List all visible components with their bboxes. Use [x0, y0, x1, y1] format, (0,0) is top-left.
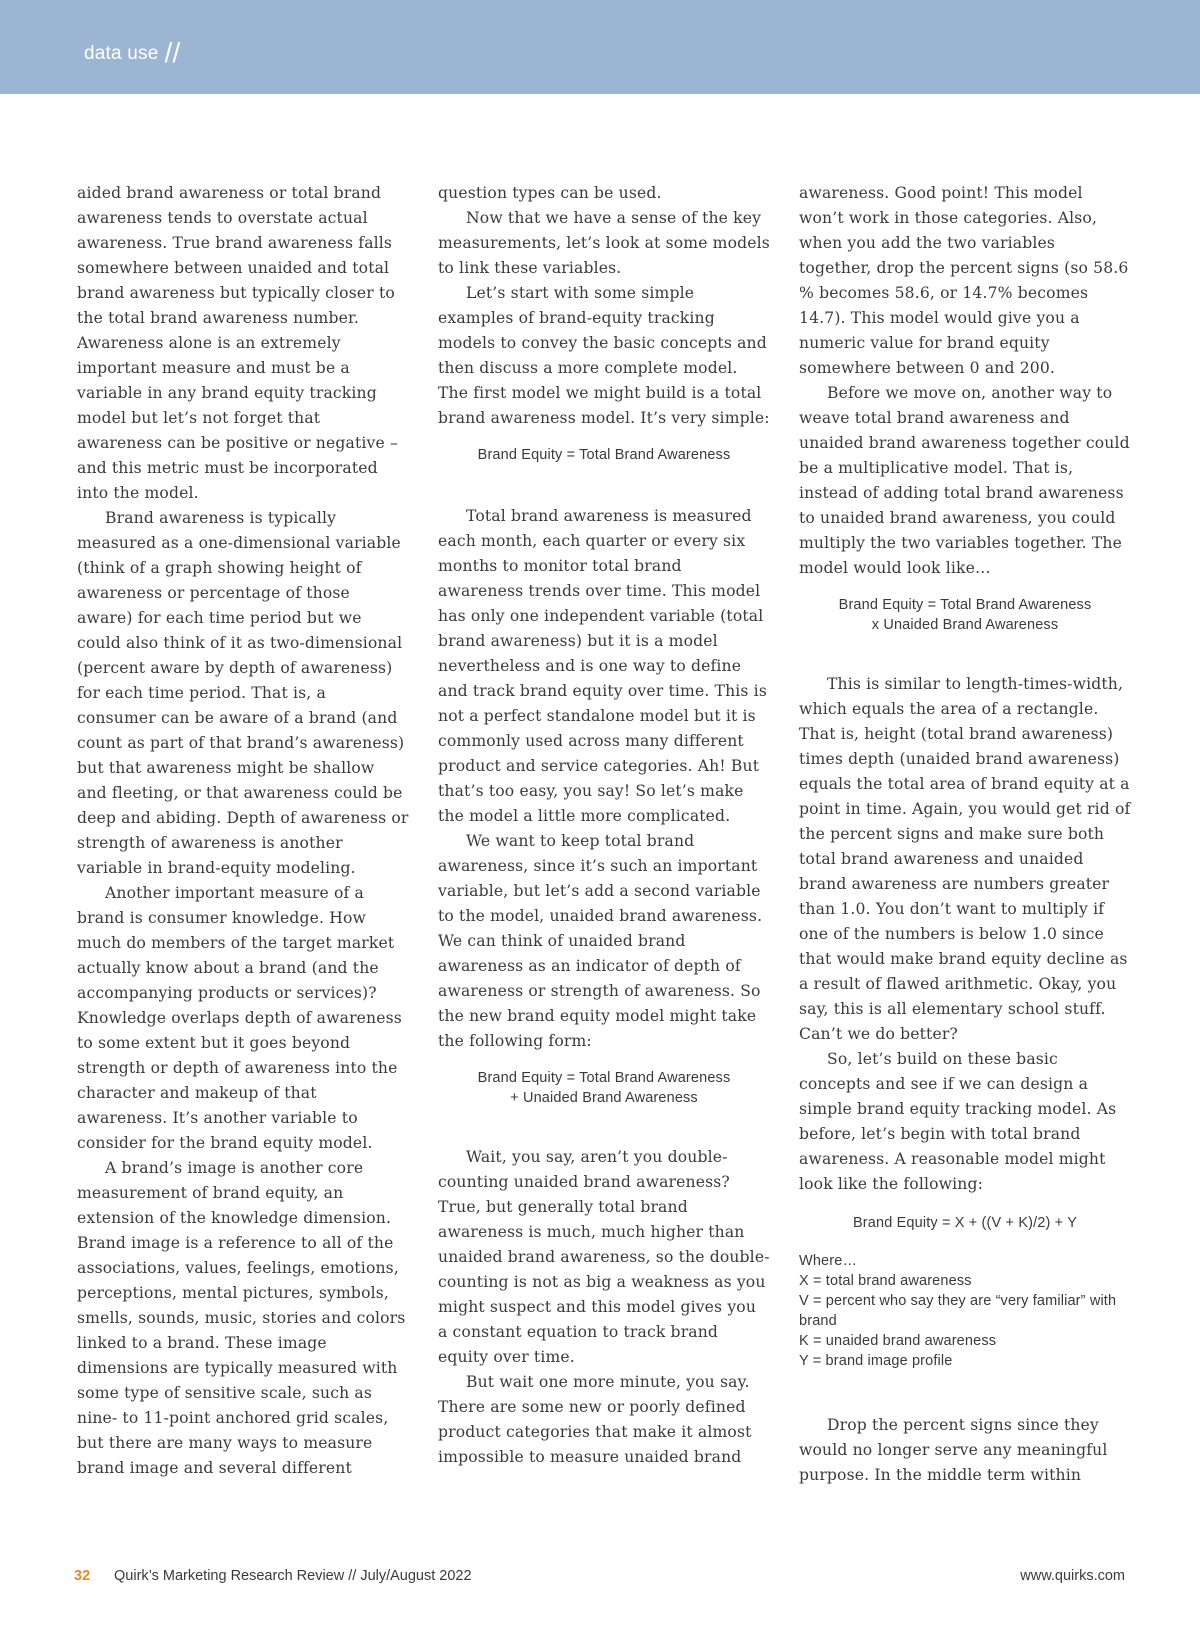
- formula-tracking-model: Brand Equity = X + ((V + K)/2) + Y: [852, 1215, 1078, 1231]
- paragraph: So, let’s build on these basic concepts and see if we can design a simple brand equity tracking model. As before, let’s begin with total brand awareness. A reasonable model might look like the following:: [799, 1050, 1117, 1193]
- paragraph: Before we move on, another way to weave total brand awareness and unaided brand awareness together could be a multiplicative model. That is, instead of adding total brand awareness to unaided brand awareness, you could multiply the two variables together. The model would look like…: [799, 384, 1130, 577]
- paragraph: Total brand awareness is measured each month, each quarter or every six months to monitor total brand awareness trends over time. This model has only one independent variable (total brand awareness) but it is a model nevertheless and is one way to define and track brand equity over time. This is not a perfect standalone model but it is commonly used across many different product and service categories. Ah! But that’s too easy, you say! So let’s make the model a little more complicated.: [438, 507, 767, 825]
- definitions-heading: Where…: [799, 1253, 858, 1269]
- formula-multiplicative-line-1: Brand Equity = Total Brand Awareness: [838, 597, 1092, 613]
- paragraph: question types can be used.: [438, 184, 662, 202]
- paragraph: But wait one more minute, you say. There are some new or poorly defined product categories that make it almost impossible to measure unaided brand: [438, 1373, 752, 1466]
- definition-x: X = total brand awareness: [799, 1273, 972, 1289]
- definition-k: K = unaided brand awareness: [799, 1333, 997, 1349]
- paragraph: awareness. Good point! This model won’t work in those categories. Also, when you add the two variables together, drop the percent signs (so 58.6 % becomes 58.6, or 14.7% becomes 14.7). This model would give you a numeric value for brand equity somewhere between 0 and 200.: [799, 184, 1129, 377]
- paragraph: This is similar to length-times-width, which equals the area of a rectangle. That is, height (total brand awareness) times depth (unaided brand awareness) equals the total area of brand equity at a point in time. Again, you would get rid of the percent signs and make sure both total brand awareness and unaided brand awareness are numbers greater than 1.0. You don’t want to multiply if one of the numbers is below 1.0 since that would make brand equity decline as a result of flawed arithmetic. Okay, you say, this is all elementary school stuff. Can’t we do better?: [799, 675, 1131, 1043]
- section-label: [84, 34, 180, 66]
- paragraph: Wait, you say, aren’t you double-counting unaided brand awareness? True, but generally total brand awareness is much, much higher than unaided brand awareness, so the double-counting is not as big a weakness as you might suspect and this model gives you a constant equation to track brand equity over time.: [438, 1148, 770, 1366]
- article-column-2: [438, 181, 770, 1470]
- formula-additive-line-2: + Unaided Brand Awareness: [510, 1090, 698, 1106]
- formula-additive-line-1: Brand Equity = Total Brand Awareness: [477, 1070, 731, 1086]
- variable-definitions: [799, 1251, 1131, 1371]
- paragraph: Let’s start with some simple examples of brand-equity tracking models to convey the basic concepts and then discuss a more complete model. The first model we might build is a total brand awareness model. It’s very simple:: [438, 284, 770, 427]
- header-band: [0, 0, 1200, 94]
- paragraph: A brand’s image is another core measurement of brand equity, an extension of the knowledge dimension. Brand image is a reference to all of the associations, values, feelings, emotions, perceptions, mental pictures, symbols, smells, sounds, music, stories and colors linked to a brand. These image dimensions are typically measured with some type of sensitive scale, such as nine- to 11-point anchored grid scales, but there are many ways to measure brand image and several different: [77, 1159, 406, 1477]
- paragraph: Drop the percent signs since they would no longer serve any meaningful purpose. In the middle term within: [799, 1416, 1108, 1484]
- definition-y: Y = brand image profile: [799, 1353, 953, 1369]
- paragraph: Brand awareness is typically measured as a one-dimensional variable (think of a graph showing height of awareness or percentage of those aware) for each time period but we could also think of it as two-dimensional (percent aware by depth of awareness) for each time period. That is, a consumer can be aware of a brand (and count as part of that brand’s awareness) but that awareness might be shallow and fleeting, or that awareness could be deep and abiding. Depth of awareness or strength of awareness is another variable in brand-equity modeling.: [77, 509, 409, 877]
- definition-v: V = percent who say they are “very familiar” with brand: [799, 1293, 1117, 1329]
- section-name: data use: [84, 43, 159, 64]
- formula-multiplicative-line-2: x Unaided Brand Awareness: [871, 617, 1059, 633]
- page-number: 32: [74, 1568, 91, 1584]
- section-slashes: //: [164, 37, 181, 68]
- paragraph: Another important measure of a brand is consumer knowledge. How much do members of the target market actually know about a brand (and the accompanying products or services)? Knowledge overlaps depth of awareness to some extent but it goes beyond strength or depth of awareness into the character and makeup of that awareness. It’s another variable to consider for the brand equity model.: [77, 884, 402, 1152]
- publication-info: Quirk’s Marketing Research Review // July/August 2022: [114, 1568, 472, 1584]
- formula-total-awareness: Brand Equity = Total Brand Awareness: [477, 447, 731, 463]
- article-column-3: [799, 181, 1131, 1488]
- website-link[interactable]: www.quirks.com: [1020, 1568, 1125, 1584]
- paragraph: aided brand awareness or total brand awareness tends to overstate actual awareness. True brand awareness falls somewhere between unaided and total brand awareness but typically closer to the total brand awareness number. Awareness alone is an extremely important measure and must be a variable in any brand equity tracking model but let’s not forget that awareness can be positive or negative – and this metric must be incorporated into the model.: [77, 184, 398, 502]
- article-column-1: [77, 181, 409, 1481]
- paragraph: We want to keep total brand awareness, since it’s such an important variable, but let’s add a second variable to the model, unaided brand awareness. We can think of unaided brand awareness as an indicator of depth of awareness or strength of awareness. So the new brand equity model might take the following form:: [438, 832, 763, 1050]
- paragraph: Now that we have a sense of the key measurements, let’s look at some models to link these variables.: [438, 209, 770, 277]
